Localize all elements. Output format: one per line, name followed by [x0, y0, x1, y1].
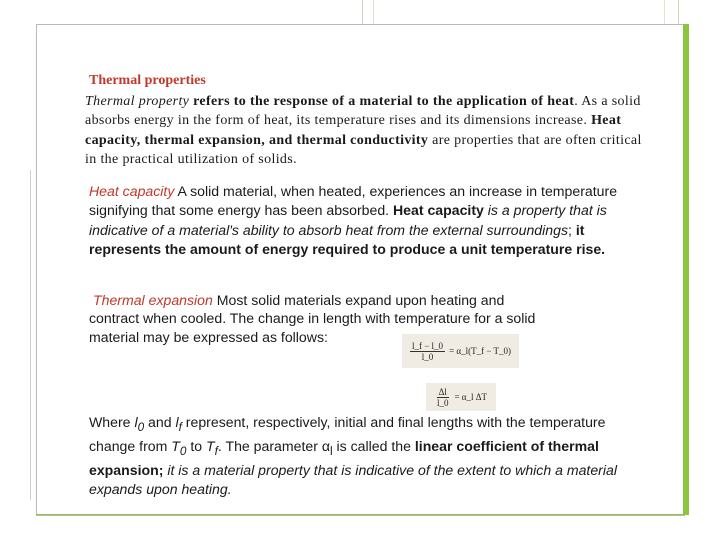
equation-length-change	[402, 334, 519, 368]
text-segment: represent, respectively, initial and final lengths with the temperature change from	[89, 414, 606, 455]
heat-capacity-label: Heat capacity	[89, 183, 175, 199]
intro-text: . As a solid absorbs energy in the form of heat, its temperature rises and its dimensions increase.	[85, 94, 641, 129]
equation-2-rhs: = α_l ΔT	[454, 392, 488, 402]
equation-1-fraction	[410, 341, 445, 362]
heat-capacity-paragraph	[89, 182, 629, 260]
symbol-l0-sub: 0	[137, 420, 145, 434]
separator: ;	[568, 221, 576, 238]
symbol-Tf-base: T	[206, 438, 215, 455]
symbol-l0-base: l	[134, 414, 138, 430]
symbol-lf-sub: f	[178, 420, 182, 434]
equation-2-numerator: Δl	[438, 386, 447, 397]
heat-capacity-term: Heat capacity	[393, 202, 484, 219]
linear-coefficient-definition: it is a material property that is indicative of the extent to which a material expands upon heating.	[89, 462, 617, 497]
symbol-T0-sub: 0	[179, 445, 187, 459]
symbol-T0	[171, 438, 187, 459]
right-accent-bar	[683, 24, 689, 514]
equation-2-fraction	[435, 387, 451, 408]
thermal-expansion-label: Thermal expansion	[93, 292, 213, 308]
symbol-Tf	[206, 438, 218, 459]
equation-delta-length	[426, 383, 496, 411]
text-segment: . The parameter α	[217, 438, 330, 455]
text-segment: is called the	[332, 438, 415, 455]
symbol-T0-base: T	[171, 438, 180, 455]
equation-1-numerator: l_f − l_0	[411, 340, 444, 351]
text-segment: to	[186, 438, 207, 455]
thermal-expansion-text: Most solid materials expand upon heating and	[212, 292, 505, 308]
intro-tail: are properties that are often critical in the practical utilization of solids.	[85, 132, 642, 168]
left-decorative-line	[30, 170, 31, 500]
bottom-accent-line	[36, 514, 689, 515]
thermal-expansion-line-3: material may be expressed as follows:	[89, 328, 328, 345]
equation-2-denominator: l_0	[436, 397, 449, 408]
text-segment: and	[144, 414, 176, 430]
thermal-expansion-line-2: contract when cooled. The change in length with temperature for a solid	[89, 310, 536, 327]
thermal-expansion-line-1	[89, 291, 649, 309]
term-thermal-property: Thermal property	[85, 94, 190, 109]
property-list: Heat capacity, thermal expansion, and thermal conductivity	[85, 113, 622, 148]
symbol-alpha-sub: l	[329, 445, 333, 459]
symbol-l0	[134, 414, 145, 434]
symbol-lf-base: l	[175, 414, 179, 430]
heat-capacity-text: A solid material, when heated, experiences an increase in temperature signifying that some energy has been absorbed.	[89, 183, 618, 219]
definition-bold: refers to the response of a material to the application of heat	[189, 94, 575, 109]
intro-paragraph	[85, 92, 645, 170]
heat-capacity-meaning: it represents the amount of energy required to produce a unit temperature rise.	[89, 221, 606, 258]
expansion-coefficient-paragraph	[89, 413, 629, 498]
equation-1-denominator: l_0	[421, 351, 434, 362]
symbol-Tf-sub: f	[214, 445, 218, 459]
linear-coefficient-term: linear coefficient of thermal expansion;	[89, 438, 599, 479]
text-segment: Where	[89, 414, 135, 430]
section-heading: Thermal properties	[89, 73, 206, 88]
equation-1-rhs: = α_l(T_f − T_0)	[449, 346, 512, 356]
heat-capacity-definition: is a property that is indicative of a material's ability to absorb heat from the external surroundings	[89, 202, 607, 238]
